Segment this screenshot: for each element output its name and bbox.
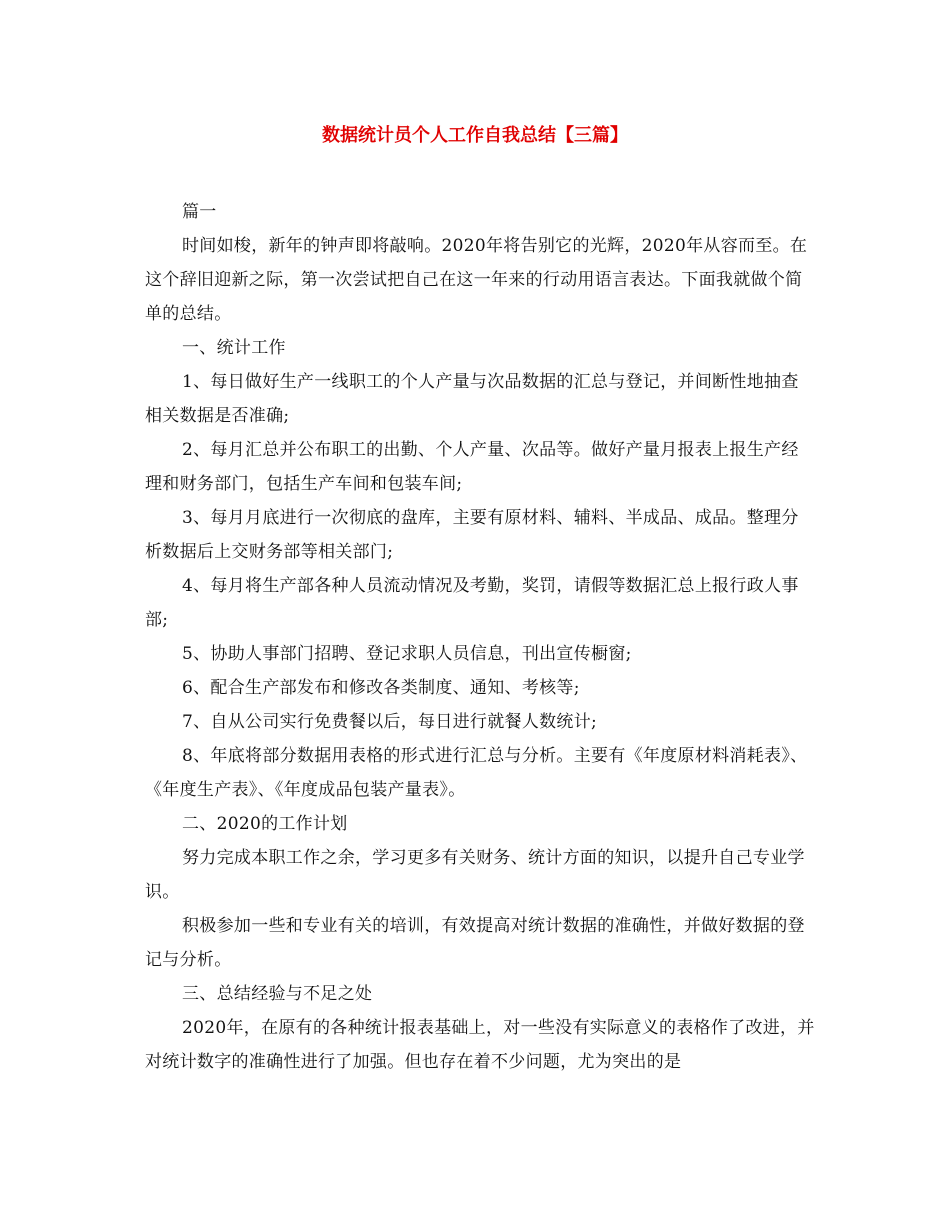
section-heading-work-plan: 二、2020的工作计划 [182,814,348,834]
list-item-6: 6、配合生产部发布和修改各类制度、通知、考核等; [182,678,580,698]
plan-paragraph-1: 努力完成本职工作之余，学习更多有关财务、统计方面的知识，以提升自己专业学识。 [145,848,805,902]
list-item-5: 5、协助人事部门招聘、登记求职人员信息，刊出宣传橱窗; [182,644,632,664]
list-item-4: 4、每月将生产部各种人员流动情况及考勤，奖罚，请假等数据汇总上报行政人事部; [145,576,799,630]
summary-paragraph: 2020年，在原有的各种统计报表基础上，对一些没有实际意义的表格作了改进，并对统计数字的准确性进行了加强。但也存在着不少问题，尤为突出的是 [145,1018,815,1072]
list-item-7: 7、自从公司实行免费餐以后，每日进行就餐人数统计; [182,712,598,732]
plan-paragraph-2: 积极参加一些和专业有关的培训，有效提高对统计数据的准确性，并做好数据的登记与分析。 [145,916,805,970]
document-title: 数据统计员个人工作自我总结【三篇】 [322,125,628,146]
document-body [145,195,815,1079]
list-item-2: 2、每月汇总并公布职工的出勤、个人产量、次品等。做好产量月报表上报生产经理和财务部门，包括生产车间和包装车间; [145,440,799,494]
list-item-1: 1、每日做好生产一线职工的个人产量与次品数据的汇总与登记，并间断性地抽查相关数据是否准确; [145,372,799,426]
section-heading-summary: 三、总结经验与不足之处 [182,984,373,1004]
section-heading-part-one: 篇一 [182,202,217,222]
section-heading-statistics-work: 一、统计工作 [182,338,286,358]
list-item-8: 8、年底将部分数据用表格的形式进行汇总与分析。主要有《年度原材料消耗表》、《年度生产表》、《年度成品包装产量表》。 [145,746,808,800]
intro-paragraph: 时间如梭，新年的钟声即将敲响。2020年将告别它的光辉，2020年从容而至。在这个辞旧迎新之际，第一次尝试把自己在这一年来的行动用语言表达。下面我就做个简单的总结。 [145,236,808,324]
list-item-3: 3、每月月底进行一次彻底的盘库，主要有原材料、辅料、半成品、成品。整理分析数据后上交财务部等相关部门; [145,508,799,562]
